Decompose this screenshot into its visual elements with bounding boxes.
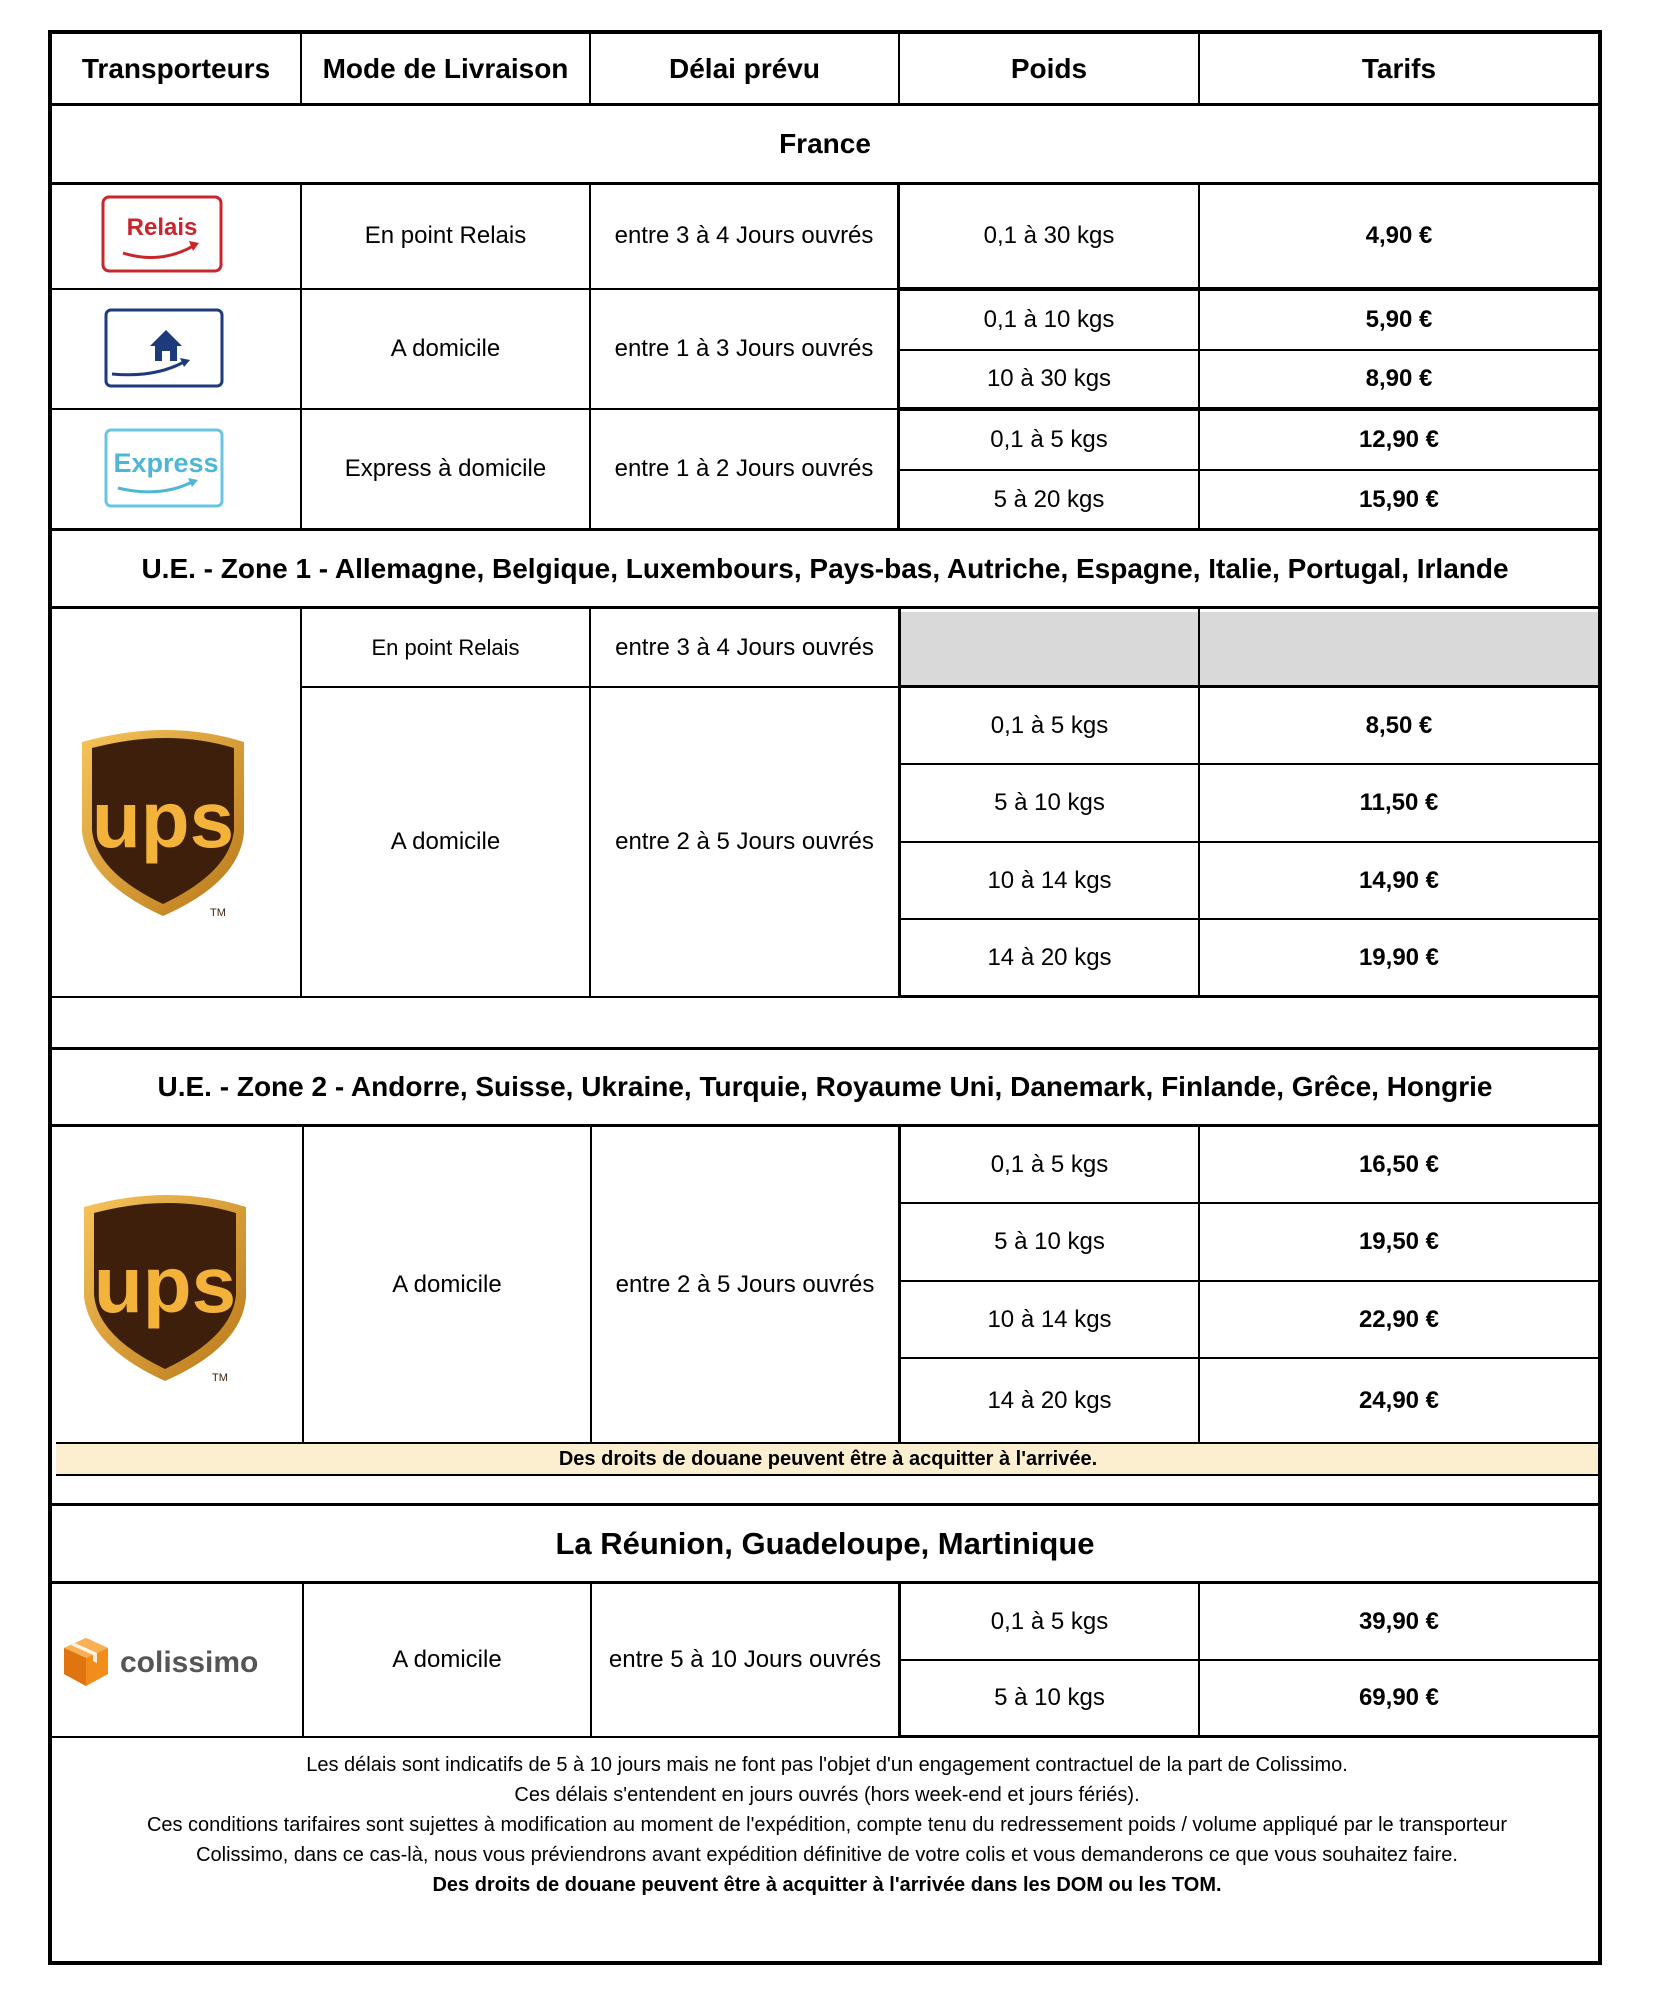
weight-cell: 10 à 14 kgs: [987, 866, 1112, 894]
rule: [52, 1736, 898, 1738]
colissimo-logo: [64, 1636, 274, 1688]
svg-text:colissimo: colissimo: [120, 1646, 259, 1679]
mode-express: Express à domicile: [344, 455, 547, 482]
mode-zone2: A domicile: [392, 1270, 502, 1298]
frame-right: [1598, 30, 1602, 1965]
footer-customs-line: Des droits de douane peuvent être à acquitter à l'arrivée dans les DOM ou les TOM.: [432, 1874, 1222, 1896]
delay-relais: entre 3 à 4 Jours ouvrés: [614, 222, 874, 249]
price-cell: 12,90 €: [1358, 426, 1440, 453]
svg-text:Relais: Relais: [126, 214, 198, 241]
mode-domicile: A domicile: [390, 335, 501, 362]
delay-zone2: entre 2 à 5 Jours ouvrés: [615, 1270, 875, 1298]
weight-cell: 5 à 10 kgs: [994, 1684, 1105, 1711]
price-cell: 39,90 €: [1358, 1607, 1440, 1635]
price-cell: 16,50 €: [1358, 1150, 1440, 1178]
ups-logo: [78, 722, 258, 922]
footer-line: Les délais sont indicatifs de 5 à 10 jours mais ne font pas l'objet d'un engagement contractuel de la part de Colissimo.: [306, 1754, 1348, 1776]
footer-line: Ces conditions tarifaires sont sujettes à modification au moment de l'expédition, compte tenu du redressement poids / volume appliqué par le transporteur: [146, 1814, 1508, 1836]
weight-cell: 0,1 à 10 kgs: [983, 306, 1115, 333]
price-cell: 8,90 €: [1365, 365, 1433, 392]
price-cell: 5,90 €: [1365, 306, 1433, 333]
frame-bottom: [48, 1961, 1602, 1965]
header-delay: Délai prévu: [669, 53, 820, 84]
ups-logo: [80, 1187, 260, 1387]
section-title-zone1: U.E. - Zone 1 - Allemagne, Belgique, Luxembours, Pays-bas, Autriche, Espagne, Italie, Portugal, Irlande: [141, 552, 1509, 584]
header-mode: Mode de Livraison: [322, 53, 569, 84]
header-weight: Poids: [1010, 53, 1088, 84]
weight-cell: 0,1 à 5 kgs: [990, 426, 1108, 453]
svg-text:Express: Express: [113, 448, 219, 478]
express-logo: [104, 428, 224, 508]
mode-zone1-relais: En point Relais: [371, 634, 520, 660]
weight-cell: 0,1 à 5 kgs: [990, 711, 1109, 739]
rule: [898, 1735, 1598, 1738]
header-carriers: Transporteurs: [81, 53, 271, 84]
price-cell: 14,90 €: [1358, 866, 1440, 894]
footer-line: Colissimo, dans ce cas-là, nous vous préviendrons avant expédition définitive de votre colis et vous demanderons ce que vous souhaitez faire.: [196, 1844, 1458, 1866]
weight-cell: 10 à 14 kgs: [987, 1305, 1112, 1333]
section-title-zone2: U.E. - Zone 2 - Andorre, Suisse, Ukraine, Turquie, Royaume Uni, Danemark, Finlande, Grêce, Hongrie: [157, 1071, 1493, 1102]
delay-zone1-relais: entre 3 à 4 Jours ouvrés: [615, 633, 874, 661]
section-title-france: France: [779, 128, 871, 159]
delay-express: entre 1 à 2 Jours ouvrés: [614, 455, 874, 482]
weight-cell: 5 à 10 kgs: [994, 1228, 1105, 1255]
price-cell: 15,90 €: [1358, 485, 1440, 513]
header-rates: Tarifs: [1361, 53, 1437, 84]
weight-cell: 0,1 à 5 kgs: [990, 1607, 1109, 1635]
customs-note: Des droits de douane peuvent être à acquitter à l'arrivée.: [56, 1442, 1600, 1476]
delay-zone1-domicile: entre 2 à 5 Jours ouvrés: [615, 828, 874, 855]
weight-cell: 10 à 30 kgs: [986, 365, 1112, 392]
footer-notes: [54, 1750, 1600, 1900]
weight-cell: 0,1 à 30 kgs: [983, 222, 1115, 249]
weight-cell: 14 à 20 kgs: [987, 943, 1112, 971]
weight-cell: 14 à 20 kgs: [987, 1386, 1112, 1414]
footer-line: Ces délais s'entendent en jours ouvrés (hors week-end et jours fériés).: [514, 1784, 1140, 1806]
weight-cell: 5 à 20 kgs: [993, 485, 1105, 513]
price-cell: 19,50 €: [1358, 1228, 1440, 1255]
section-title-dom: La Réunion, Guadeloupe, Martinique: [555, 1525, 1095, 1561]
price-cell: 22,90 €: [1358, 1305, 1440, 1333]
svg-text:ups: ups: [91, 775, 235, 864]
rule: [52, 996, 898, 998]
price-cell: 4,90 €: [1365, 222, 1433, 249]
delay-dom: entre 5 à 10 Jours ouvrés: [608, 1646, 882, 1673]
rule: [898, 995, 1598, 998]
svg-text:ups: ups: [93, 1240, 237, 1329]
home-delivery-logo: [104, 308, 224, 388]
weight-cell: 0,1 à 5 kgs: [990, 1150, 1109, 1178]
relais-logo: [101, 195, 223, 273]
price-cell: 8,50 €: [1365, 711, 1433, 739]
svg-text:TM: TM: [210, 907, 226, 919]
delay-domicile: entre 1 à 3 Jours ouvrés: [614, 335, 874, 362]
svg-text:TM: TM: [212, 1372, 228, 1384]
mode-zone1-domicile: A domicile: [390, 828, 501, 855]
mode-dom: A domicile: [392, 1646, 502, 1673]
price-cell: 19,90 €: [1358, 943, 1440, 971]
price-cell: 69,90 €: [1358, 1684, 1440, 1711]
weight-cell: 5 à 10 kgs: [994, 789, 1105, 816]
empty-rate-block: [900, 612, 1600, 687]
price-cell: 11,50 €: [1359, 789, 1439, 816]
mode-relais: En point Relais: [364, 222, 527, 249]
price-cell: 24,90 €: [1358, 1386, 1440, 1414]
